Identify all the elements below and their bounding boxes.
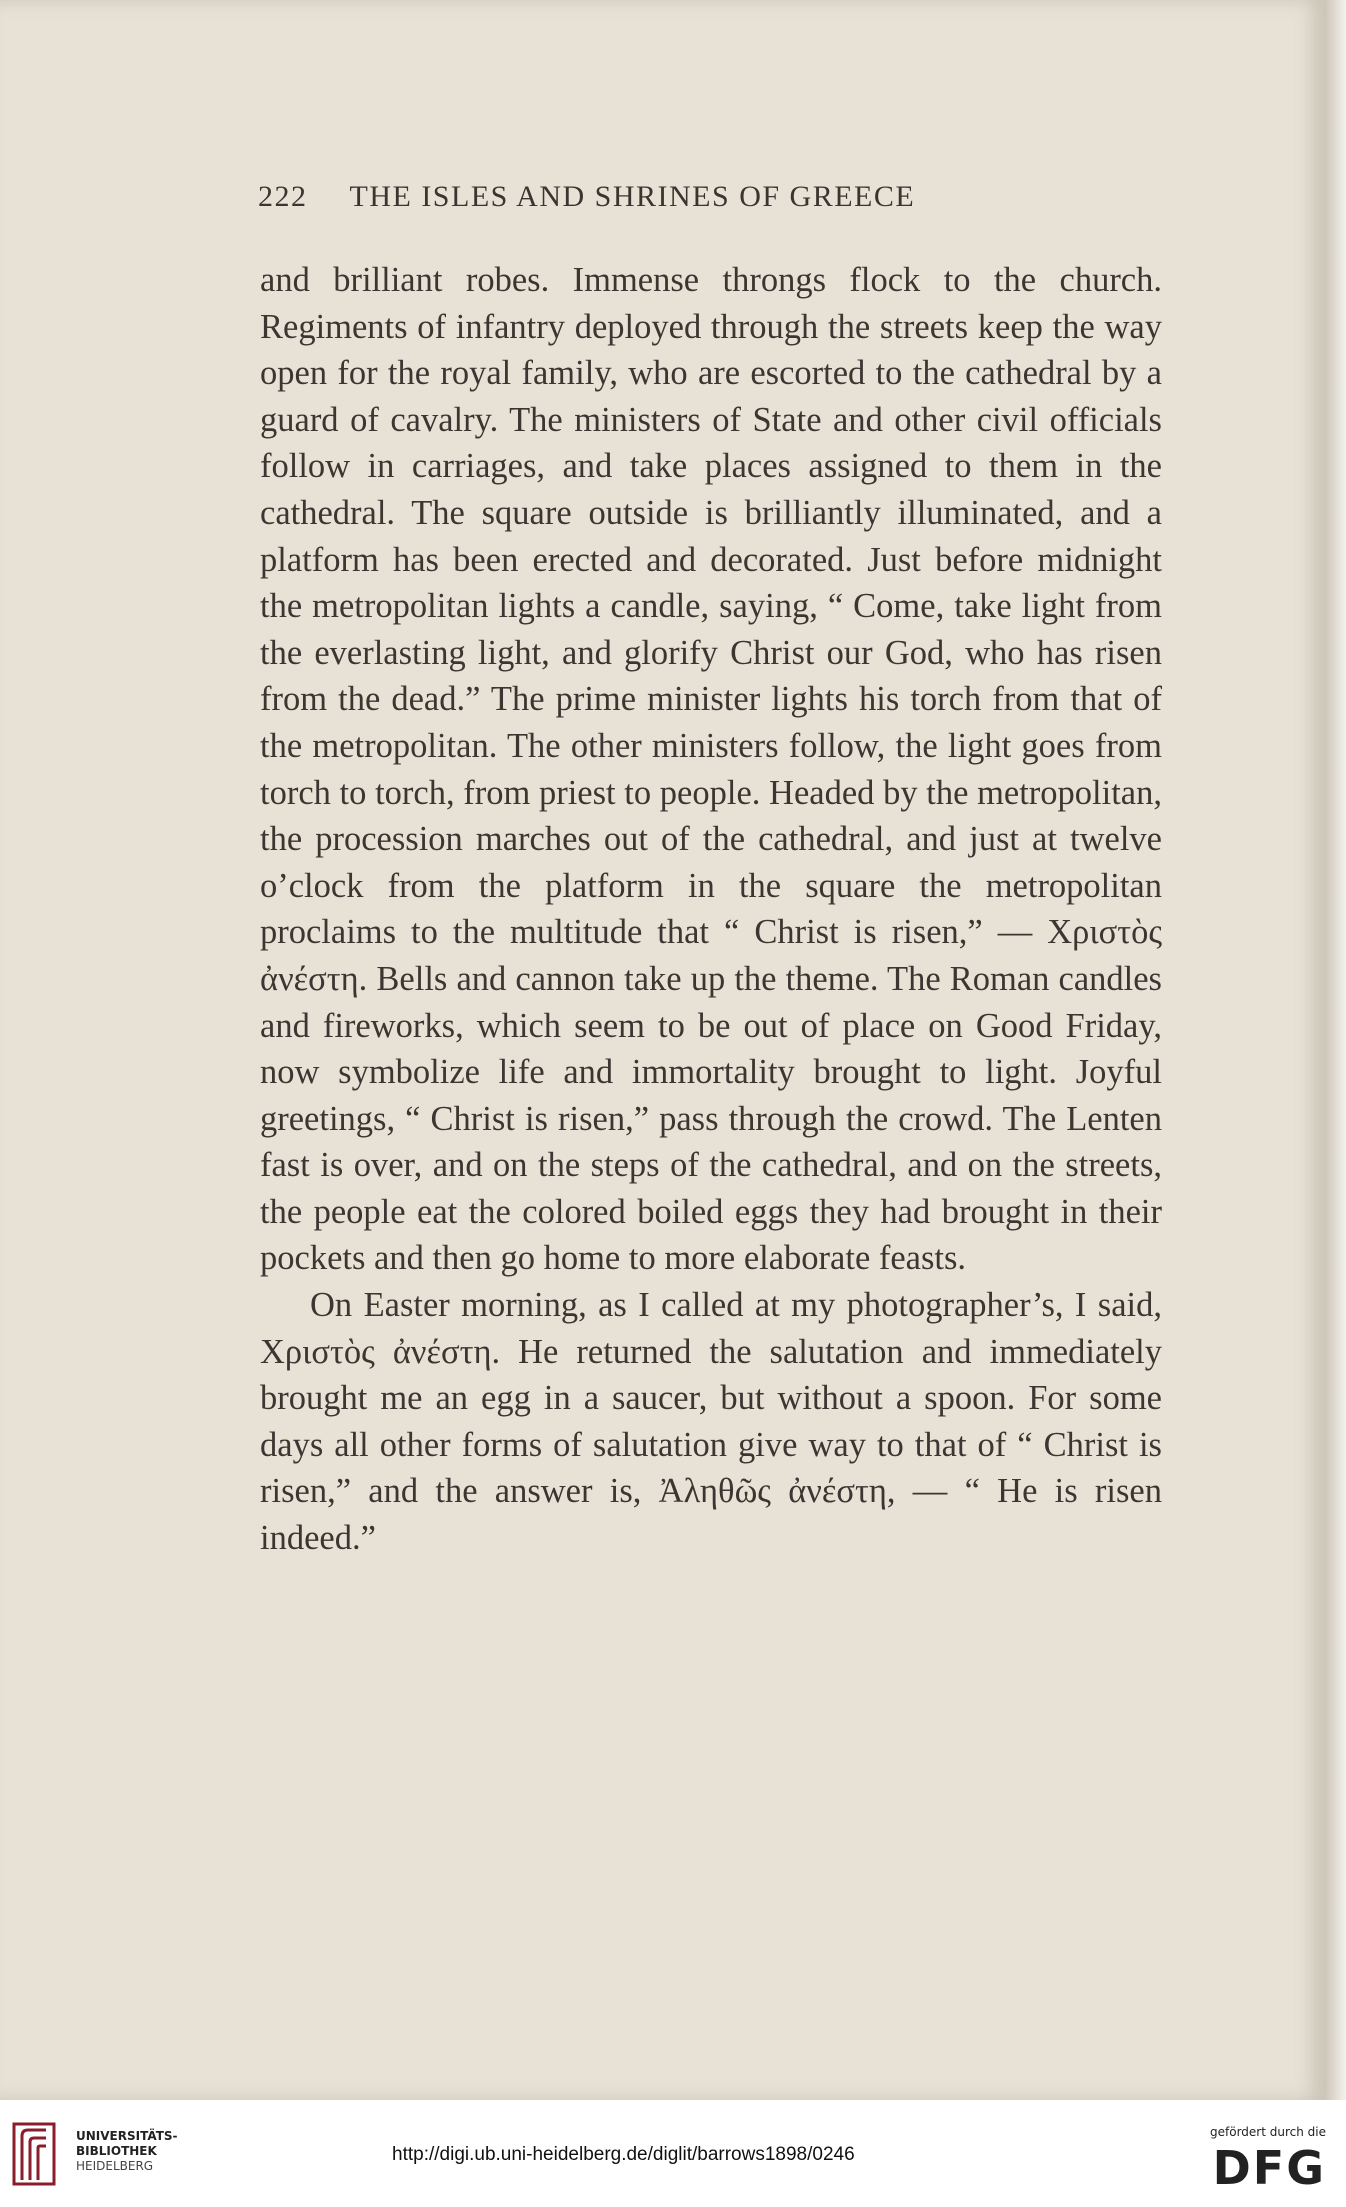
page-edge	[1326, 0, 1346, 2100]
running-title: THE ISLES AND SHRINES OF GREECE	[349, 180, 916, 213]
source-url-link[interactable]: http://digi.ub.uni-heidelberg.de/diglit/barrows1898/0246	[392, 2144, 855, 2165]
dfg-logo: DFG	[1212, 2141, 1326, 2195]
paragraph-1: and brilliant robes. Immense throngs flock to the church. Regiments of infantry deployed through the streets keep the way open for the royal family, who are escorted to the cathedral by a guard of cavalry. The ministers of State and other civil officials follow in carriages, and take places assigned to them in the cathedral. The square outside is brilliantly illuminated, and a platform has been erected and decorated. Just before midnight the metropolitan lights a candle, saying, “ Come, take light from the everlasting light, and glorify Christ our God, who has risen from the dead.” The prime minister lights his torch from that of the metropolitan. The other ministers follow, the light goes from torch to torch, from priest to people. Headed by the metropolitan, the procession marches out of the cathedral, and just at twelve o’clock from the platform in the square the metropolitan proclaims to the multitude that “ Christ is risen,” — Χριστὸς ἀνέστη. Bells and cannon take up the theme. The Roman candles and fireworks, which seem to be out of place on Good Friday, now symbolize life and immortality brought to light. Joyful greetings, “ Christ is risen,” pass through the crowd. The Lenten fast is over, and on the steps of the cathedral, and on the streets, the people eat the colored boiled eggs they had brought in their pockets and then go home to more elaborate feasts.	[260, 261, 1162, 1278]
running-head	[258, 180, 915, 214]
funding-caption: gefördert durch die	[1210, 2125, 1326, 2139]
footer-bar	[0, 2100, 1346, 2207]
body-text	[260, 257, 1162, 1562]
library-logo-icon	[12, 2122, 56, 2186]
page-number: 222	[258, 180, 308, 213]
library-name: UNIVERSITÄTS- BIBLIOTHEK HEIDELBERG	[76, 2129, 178, 2173]
paragraph-2: On Easter morning, as I called at my photographer’s, I said, Χριστὸς ἀνέστη. He returned the salutation and immediately brought me an egg in a saucer, but without a spoon. For some days all other forms of salutation give way to that of “ Christ is risen,” and the answer is, Ἀληθῶς ἀνέστη, — “ He is risen indeed.”	[260, 1286, 1162, 1558]
